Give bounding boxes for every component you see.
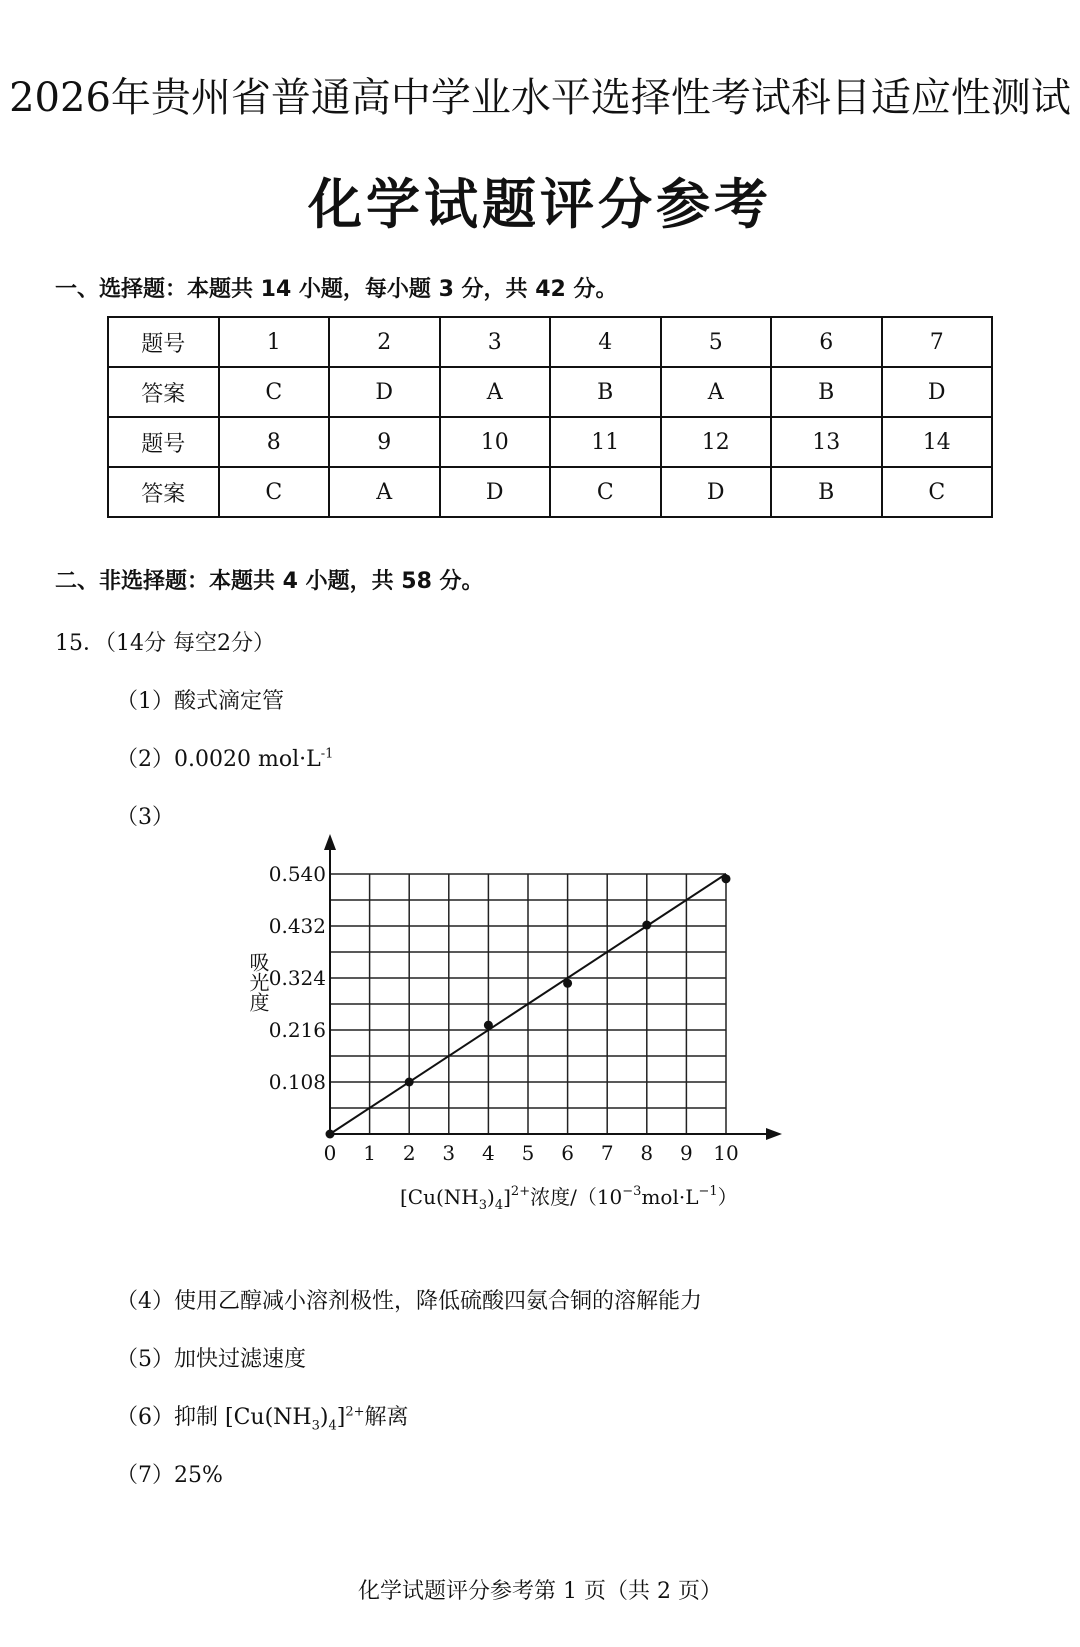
data-point xyxy=(405,1078,414,1087)
y-tick-label: 0.324 xyxy=(268,966,326,990)
chart-y-ticks xyxy=(269,862,326,1094)
exam-title: 2026年贵州省普通高中学业水平选择性考试科目适应性测试 xyxy=(9,75,1071,121)
table-cell: 10 xyxy=(440,417,551,467)
table-row-header: 答案 xyxy=(108,467,219,517)
table-row xyxy=(108,317,992,367)
table-cell: 2 xyxy=(329,317,440,367)
table-cell: 12 xyxy=(661,417,772,467)
x-tick-label: 6 xyxy=(561,1141,574,1165)
answer-15-3: （3） xyxy=(116,805,174,830)
table-row-header: 答案 xyxy=(108,367,219,417)
x-tick-label: 2 xyxy=(402,1141,416,1165)
table-row-header: 题号 xyxy=(108,417,219,467)
section1-heading: 一、选择题：本题共 14 小题，每小题 3 分，共 42 分。 xyxy=(55,277,618,302)
table-row xyxy=(108,417,992,467)
answer-15-7: （7）25% xyxy=(116,1463,223,1488)
table-cell: A xyxy=(440,367,551,417)
y-tick-label: 0.540 xyxy=(268,862,326,886)
table-cell: 6 xyxy=(771,317,882,367)
x-tick-label: 0 xyxy=(323,1141,337,1165)
a6-pre: （6）抑制 [Cu(NH xyxy=(116,1405,312,1430)
x-tick-label: 5 xyxy=(521,1141,535,1165)
table-cell: A xyxy=(329,467,440,517)
answer-15-5: （5）加快过滤速度 xyxy=(116,1347,306,1372)
answer-15-6 xyxy=(116,1400,409,1434)
absorbance-chart xyxy=(240,830,800,1220)
x-label-p5: mol·L xyxy=(641,1185,699,1209)
section2-heading: 二、非选择题：本题共 4 小题，共 58 分。 xyxy=(55,569,484,594)
y-tick-label: 0.108 xyxy=(268,1070,326,1094)
answer-15-4: （4）使用乙醇减小溶剂极性，降低硫酸四氨合铜的溶解能力 xyxy=(116,1289,702,1314)
a6-sup: 2+ xyxy=(345,1404,365,1420)
data-point xyxy=(326,1130,335,1139)
a6-sub1: 3 xyxy=(311,1418,320,1434)
answer-15-1: （1）酸式滴定管 xyxy=(116,689,284,714)
x-label-p3: ] xyxy=(503,1185,511,1209)
page-title: 化学试题评分参考 xyxy=(308,173,772,236)
chart-x-ticks xyxy=(324,1141,739,1165)
x-tick-label: 4 xyxy=(482,1141,495,1165)
data-point xyxy=(642,921,651,930)
table-cell: 11 xyxy=(550,417,661,467)
table-cell: C xyxy=(219,467,330,517)
y-tick-label: 0.216 xyxy=(268,1018,326,1042)
table-cell: 1 xyxy=(219,317,330,367)
table-cell: C xyxy=(882,467,993,517)
y-tick-label: 0.432 xyxy=(268,914,326,938)
table-cell: D xyxy=(882,367,993,417)
question-15-header: 15．（14分 每空2分） xyxy=(55,631,275,656)
table-cell: A xyxy=(661,367,772,417)
table-cell: 5 xyxy=(661,317,772,367)
data-point xyxy=(722,874,731,883)
table-cell: 9 xyxy=(329,417,440,467)
answer-15-2-sup: -1 xyxy=(320,746,334,762)
x-axis-label xyxy=(400,1184,738,1213)
table-row xyxy=(108,367,992,417)
x-label-p4: 浓度/（10 xyxy=(530,1185,623,1209)
a6-post: 解离 xyxy=(364,1405,409,1430)
answer-table xyxy=(107,316,993,518)
a6-mid: ) xyxy=(319,1405,329,1430)
y-axis-label: 吸光度 xyxy=(246,952,270,1012)
y-axis-arrow xyxy=(324,834,336,850)
table-cell: B xyxy=(771,367,882,417)
table-cell: 13 xyxy=(771,417,882,467)
a6-sub2: 4 xyxy=(328,1418,337,1434)
x-tick-label: 9 xyxy=(680,1141,693,1165)
table-cell: 3 xyxy=(440,317,551,367)
table-cell: C xyxy=(219,367,330,417)
x-label-sub1: 3 xyxy=(478,1198,488,1213)
x-tick-label: 10 xyxy=(713,1141,739,1165)
x-label-sub2: 4 xyxy=(494,1198,504,1213)
x-axis-arrow xyxy=(766,1128,782,1140)
x-tick-label: 1 xyxy=(363,1141,376,1165)
x-label-sup1: 2+ xyxy=(510,1184,531,1199)
x-label-p6: ） xyxy=(717,1185,738,1209)
a6-br: ] xyxy=(336,1405,346,1430)
data-point xyxy=(563,979,572,988)
table-cell: 7 xyxy=(882,317,993,367)
table-cell: D xyxy=(440,467,551,517)
page-footer: 化学试题评分参考第 1 页（共 2 页） xyxy=(358,1579,722,1604)
table-cell: 8 xyxy=(219,417,330,467)
answer-15-2-text: （2）0.0020 mol·L xyxy=(116,747,321,772)
answer-15-2 xyxy=(116,742,333,773)
table-cell: B xyxy=(771,467,882,517)
table-cell: 4 xyxy=(550,317,661,367)
table-row xyxy=(108,467,992,517)
table-cell: D xyxy=(661,467,772,517)
table-row-header: 题号 xyxy=(108,317,219,367)
table-cell: 14 xyxy=(882,417,993,467)
x-label-p1: [Cu(NH xyxy=(400,1185,479,1209)
x-label-p2: ) xyxy=(487,1185,495,1209)
x-tick-label: 3 xyxy=(442,1141,456,1165)
x-tick-label: 8 xyxy=(640,1141,654,1165)
table-cell: C xyxy=(550,467,661,517)
table-cell: B xyxy=(550,367,661,417)
data-point xyxy=(484,1021,493,1030)
x-tick-label: 7 xyxy=(600,1141,614,1165)
table-cell: D xyxy=(329,367,440,417)
x-label-sup3: −1 xyxy=(698,1184,718,1199)
x-label-sup2: −3 xyxy=(622,1184,642,1199)
